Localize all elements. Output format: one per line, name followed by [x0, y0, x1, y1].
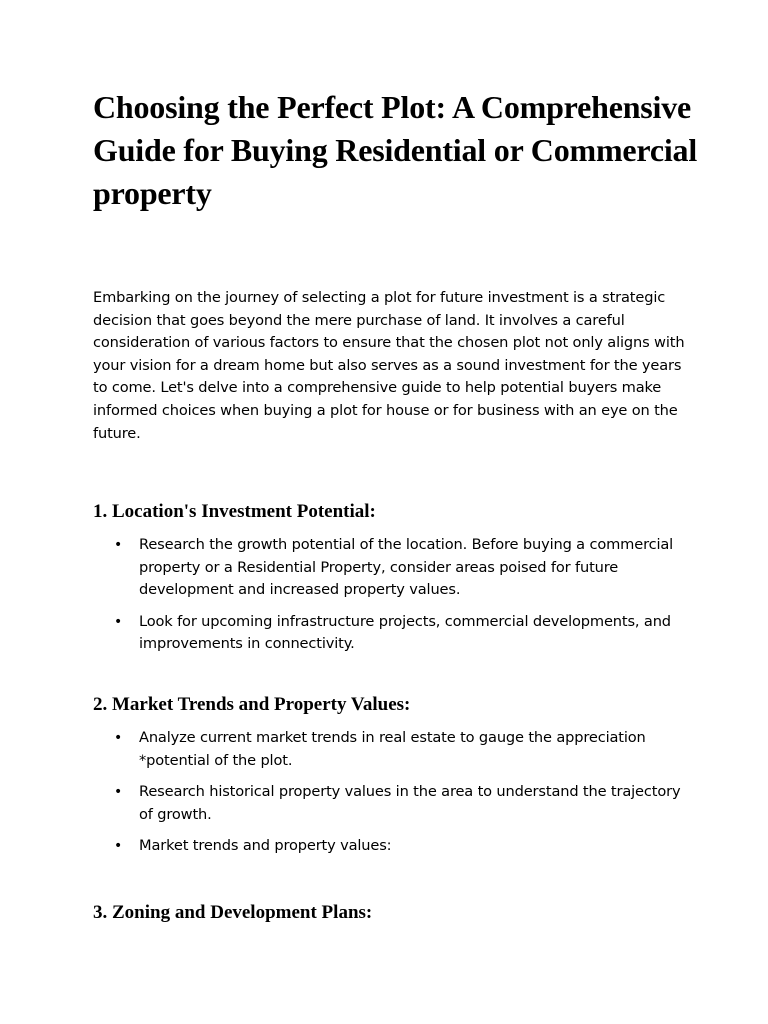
bullet-list-market-trends [93, 727, 693, 867]
list-item [93, 835, 693, 858]
section-heading-zoning: 3. Zoning and Development Plans: [93, 902, 373, 923]
bullet-list-location [93, 534, 693, 665]
list-item [93, 611, 693, 656]
document-title: Choosing the Perfect Plot: A Comprehensive Guide for Buying Residential or Commercial property [93, 89, 698, 211]
section-heading-location: 1. Location's Investment Potential: [93, 501, 376, 522]
list-item [93, 781, 693, 826]
list-item-text: Analyze current market trends in real estate to gauge the appreciation *potential of the plot. [139, 729, 646, 769]
section-heading-market-trends: 2. Market Trends and Property Values: [93, 694, 411, 715]
list-item-text: Look for upcoming infrastructure projects, commercial developments, and improvements in connectivity. [139, 612, 671, 653]
list-item-text: Research the growth potential of the location. Before buying a commercial property or a Residential Property, consider areas poised for future development and increased property values. [139, 536, 674, 599]
bullet-icon: • [114, 730, 123, 746]
list-item-text: Market trends and property values: [139, 837, 392, 855]
bullet-icon: • [114, 784, 123, 801]
list-item [93, 727, 693, 772]
intro-paragraph: Embarking on the journey of selecting a plot for future investment is a strategic decision that goes beyond the mere purchase of land. It involves a careful consideration of various factors to ensure that the chosen plot not only aligns with your vision for a dream home but also serves as a sound investment for the years to come. Let's delve into a comprehensive guide to help potential buyers make informed choices when buying a plot for house or for business with an eye on the future. [93, 289, 685, 442]
bullet-icon: • [114, 838, 123, 855]
bullet-icon: • [114, 537, 123, 553]
bullet-icon: • [114, 613, 123, 630]
list-item [93, 534, 693, 602]
list-item-text: Research historical property values in the area to understand the trajectory of growth. [139, 783, 681, 823]
